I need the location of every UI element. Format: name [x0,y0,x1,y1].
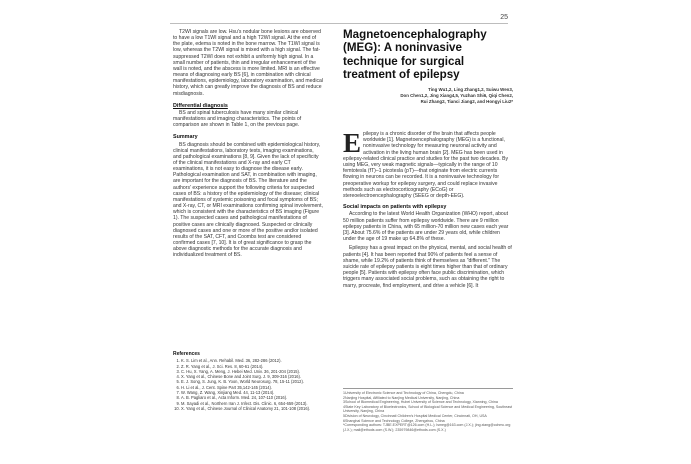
reference-item: 8. A. B. Pagliaro et al., Acta Inform. Med. 24, 107-110 (2016). [181,395,323,400]
reference-item: 9. M. Sayadi et al., Northern Iran J. Infect. Dis. Clinic. 6, 654-659 (2013). [181,401,323,406]
page-number: 25 [500,14,508,21]
reference-item: 1. K. S. Lim et al., Ann. Rehabil. Med. 36, 282-286 (2012). [181,358,323,363]
article-intro-text: pilepsy is a chronic disorder of the brain that affects people worldwide [1]. Magnetoencephalography (MEG) is a functional, noninvasive technology for measuring neuronal activity and activation in the living human brain [2]. MEG has been used in epilepsy-related clinical practice and studies for the past two decades. By using MEG, very weak magnetic signals—typically in the range of 10 femtotesla (fT)–1 picotesla (pT)—that originate from electric currents flowing in neurons can be recorded. It is a noninvasive technology for preoperative workup for epilepsy surgery, and could replace invasive methods such as electrocorticography (ECoG) or stereoelectroencephalography (SEEG or depth-EEG). [343,131,509,200]
article-header [343,28,513,105]
affiliation-line: 2Nanjing Hospital, Affiliated to Nanjing Medical University, Nanjing, China [343,395,460,400]
corresponding-author-line: *Corresponding authors: TJBE.EXPERT@126.com (H.L.); lsmeg@163.com (J.X.); jing.xiang@cchmc.org (J.X.); mail@ethods.com (S.W.); 235979846@ethods.com (S.X.) [343,423,511,432]
author-list [343,87,513,105]
reference-item: 4. X. Yang et al., Chinese Bone and Joint Surg. J. 9, 309-316 (2016). [181,374,323,379]
references-list [173,358,323,411]
reference-item: 7. W. Wang, Z. Wang, Xinjiang Med. 44, 11-13 (2014). [181,390,323,395]
article-title: Magnetoencephalography (MEG): A noninvasive technique for surgical treatment of epilepsy [343,28,487,82]
author-line: Ting Wu1,2, Ling Zhang1,2, Suiwu Wen3, [428,86,513,92]
summary-paragraph: BS diagnosis should be combined with epidemiological history, clinical manifestations, laboratory tests, imaging examinations, and pathological examinations [8, 9]. Given the lack of specificity of the clinical manifestations and X-ray and early CT examinations, it is not easy to diagnose the disease early. Pathological examination and SAT, in combination with imaging, are important for the diagnosis of BS. The literature and the authors' experience support the following criteria for suspected cases of BS: a history of the epidemiology of the disease; clinical manifestations of systemic poisoning and focal symptoms of BS; and X-ray, CT, or MRI examinations confirming spinal involvement, which is consistent with the characteristics of BS imaging (Figure 1). The suspected cases and pathological manifestations of positive cases are clinically diagnosed. Suspected or clinically diagnosed cases and one or more of the positive and/or isolated results of the SAT, CFT, and Coombs test are considered confirmed cases [7, 10]. It is of great significance to grasp the above diagnostic methods for the accurate diagnosis and individualized treatment of BS. [173,141,323,259]
affiliation-line: 5Division of Neurology, Cincinnati Children's Hospital Medical Center, Cincinnati, OH, USA [343,413,487,418]
author-line: Rui Zhang2, Tianci Jiang2, and Hongyi Liu2* [420,98,513,104]
left-column [173,29,323,261]
affiliation-line: 6Shanghai Science and Technology College, Zhengzhou, China [343,418,445,423]
article-intro-paragraph [343,128,513,200]
left-intro-paragraph: T2WI signals are low. Hsu's nodular bone lesions are observed to have a low T1WI signal and a high T2WI signal. At the end of the plate, edema is noted in the bone marrow. The T1WI signal is low, whereas the T2WI signal is mixed with a high signal. The fat-suppressed T2WI does not exhibit a uniformly high signal. In a small number of patients, thin and irregular enhancement of the wall is noted, and the abscess is more limited. MRI is an effective means of diagnosing early BS [6], in combination with clinical manifestations, epidemiology, laboratory examination, and medical history, which can greatly improve the diagnosis of BS and reduce misdiagnosis. [173,29,323,97]
differential-diagnosis-heading: Differential diagnosis [173,102,228,109]
header-rule [170,23,508,24]
differential-diagnosis-paragraph: BS and spinal tuberculosis have many similar clinical manifestations and imaging characteristics. The points of comparison are shown in Table 1, on the previous page. [173,109,302,129]
references-heading: References [173,351,200,357]
affiliations-footnote [343,388,513,432]
affiliation-line: 1University of Electronic Science and Technology of China, Chengdu, China [343,391,464,395]
affiliation-line: 4State Key Laboratory of Bioelectronics, School of Biological Science and Medical Engineering, Southeast University, Nanjing, China [343,404,513,414]
drop-cap: E [343,128,362,158]
article-body [343,128,513,292]
social-impacts-paragraph-1: According to the latest World Health Organization (WHO) report, about 50 million patients suffer from epilepsy worldwide. There are 9 million epilepsy patients in China, with 65 million-70 million new cases each year [3]. About 75.6% of the patients are under 29 years old, while children under the age of 19 make up 64.8% of these. [343,211,509,243]
social-impacts-paragraph-2: Epilepsy has a great impact on the physical, mental, and social health of patients [4]. It has been reported that 90% of patients feel a sense of shame, while 19.2% of patients think of themselves as "different." The suicide rate of epilepsy patients is eight times higher than that of ordinary people [5]. Patients with epilepsy often face public discrimination, which triggers many associated social problems, such as obtaining the right to marry, procreate, find employment, and drive a vehicle [6]. It [343,245,512,289]
references-section [173,352,323,411]
reference-item: 10. X. Yang et al., Chinese Journal of Clinical Anatomy 21, 101-108 (2016). [181,406,323,411]
summary-heading: Summary [173,134,198,141]
reference-item: 6. H. Li et al., J. Cent. Spine Part 35,142-145 (2014). [181,385,323,390]
social-impacts-heading: Social impacts on patients with epilepsy [343,204,447,211]
reference-item: 3. C. Hu, X. Yang, A. Meng, J. Hebei Med. Univ. 36, 201-204 (2015). [181,369,323,374]
author-line: Don Chen1,2, Jing Xiang4,5, Yuzhan Shi6, Qiqi Chen2, [400,92,513,98]
reference-item: 2. Z. R. Yang et al., J. Sci. Res. 8, 60-61 (2014). [181,364,323,369]
reference-item: 5. E. J. Song, S. Jung, K. B. Yoon, World Neurosurg. 78, 15-11 (2012). [181,379,323,384]
affiliation-line: 3School of Biomedical Engineering, Hubei University of Science and Technology, Xianning, China [343,400,498,405]
